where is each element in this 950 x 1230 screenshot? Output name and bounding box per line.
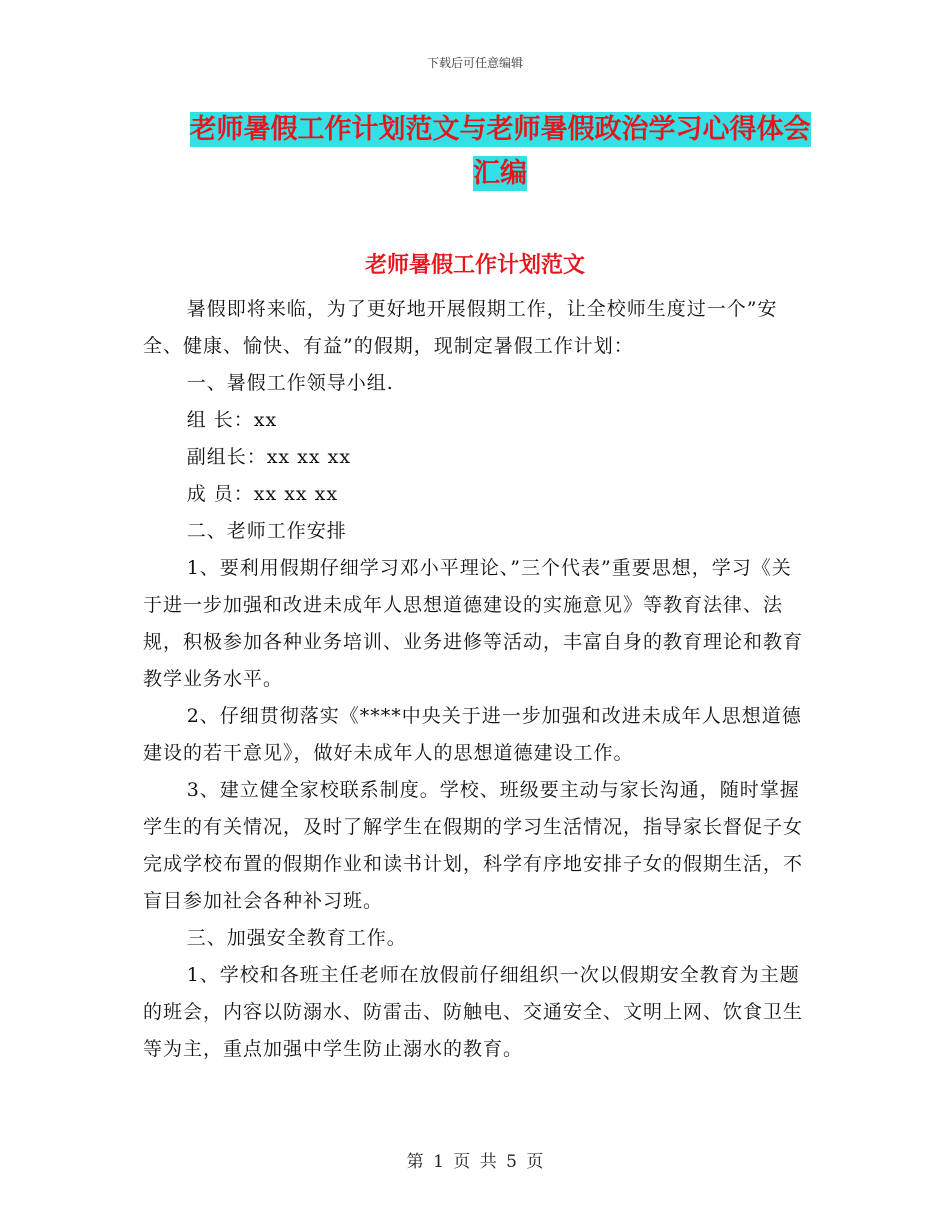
- paragraph-members: 成 员：xx xx xx: [186, 483, 339, 505]
- paragraph-heading-safety: 三、加强安全教育工作。: [186, 927, 407, 949]
- section-title: 老师暑假工作计划范文: [364, 253, 585, 278]
- document-title: [150, 108, 850, 196]
- title-line-1: 老师暑假工作计划范文与老师暑假政治学习心得体会: [189, 114, 811, 145]
- title-line-2: 汇编: [473, 158, 527, 189]
- document-body: [143, 291, 809, 1068]
- paragraph-item-study: 1、要利用假期仔细学习邓小平理论、”三个代表”重要思想，学习《关于进一步加强和改进未成年人思想道德建设的实施意见》等教育法律、法规，积极参加各种业务培训、业务进修等活动，丰富自身的教育理论和教育教学业务水平。: [143, 557, 804, 690]
- page-number-footer: 第 1 页 共 5 页: [406, 1152, 544, 1172]
- paragraph-item-safety-class: 1、学校和各班主任老师在放假前仔细组织一次以假期安全教育为主题的班会，内容以防溺水、防雷击、防触电、交通安全、文明上网、饮食卫生等为主，重点加强中学生防止溺水的教育。: [143, 964, 804, 1060]
- paragraph-heading-leadership: 一、暑假工作领导小组.: [186, 372, 394, 394]
- header-note: 下载后可任意编辑: [426, 56, 523, 70]
- paragraph-heading-teacher-work: 二、老师工作安排: [186, 520, 347, 542]
- paragraph-deputy-leader: 副组长：xx xx xx: [186, 446, 352, 468]
- paragraph-item-implement: 2、仔细贯彻落实《****中央关于进一步加强和改进未成年人思想道德建设的若干意见》，做好未成年人的思想道德建设工作。: [143, 705, 802, 764]
- paragraph-item-home-school: 3、建立健全家校联系制度。学校、班级要主动与家长沟通，随时掌握学生的有关情况，及时了解学生在假期的学习生活情况，指导家长督促子女完成学校布置的假期作业和读书计划，科学有序地安排子女的假期生活，不盲目参加社会各种补习班。: [143, 779, 804, 912]
- paragraph-intro: 暑假即将来临，为了更好地开展假期工作，让全校师生度过一个”安全、健康、愉快、有益”的假期，现制定暑假工作计划：: [143, 298, 778, 357]
- paragraph-group-leader: 组 长：xx: [186, 409, 278, 431]
